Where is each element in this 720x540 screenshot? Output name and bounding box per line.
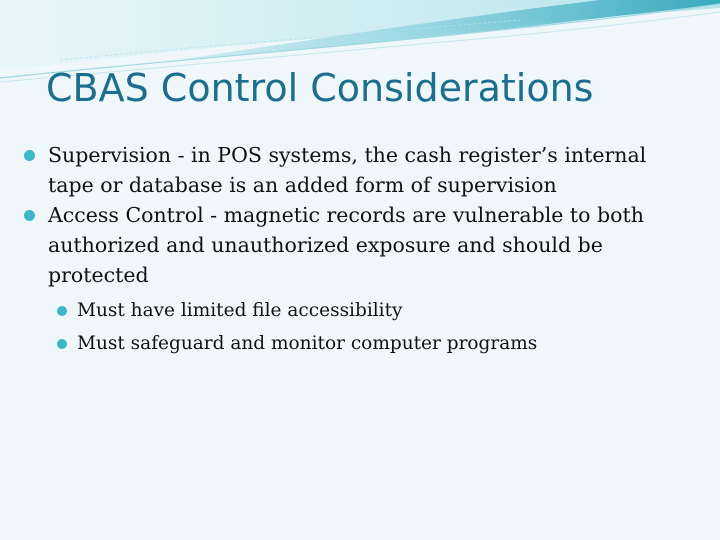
bullet-dot-icon (24, 210, 35, 221)
sub-bullet-item (55, 294, 692, 327)
slide-body (22, 140, 692, 360)
sub-bullet-text: Must safeguard and monitor computer programs (77, 333, 538, 354)
bullet-text: Supervision - in POS systems, the cash register’s internal tape or database is an added form of supervision (48, 143, 647, 197)
sub-bullet-text: Must have limited file accessibility (77, 300, 403, 321)
sub-bullet-list (22, 294, 692, 360)
bullet-dot-icon (57, 306, 67, 316)
bullet-dot-icon (57, 339, 67, 349)
bullet-item (22, 200, 692, 290)
sub-bullet-item (55, 327, 692, 360)
bullet-dot-icon (24, 150, 35, 161)
slide-title: CBAS Control Considerations (46, 66, 594, 110)
bullet-item (22, 140, 692, 200)
bullet-text: Access Control - magnetic records are vulnerable to both authorized and unauthorized exposure and should be protected (48, 203, 644, 287)
